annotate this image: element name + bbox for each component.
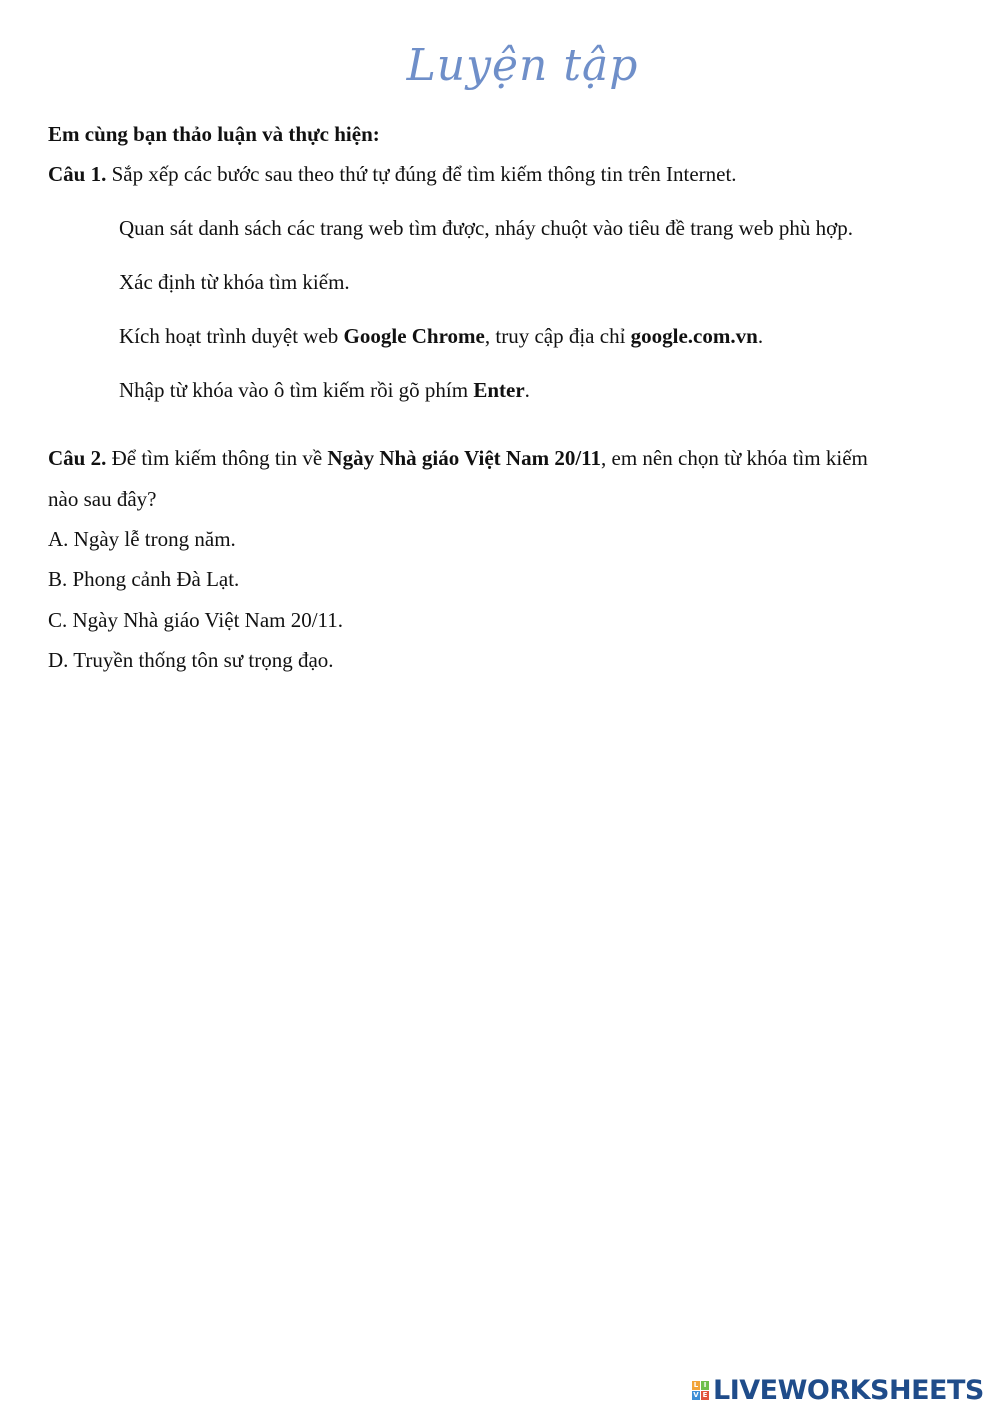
option-b: B. Phong cảnh Đà Lạt. <box>48 567 240 591</box>
question-1-label: Câu 1. <box>48 162 107 186</box>
step-text: , truy cập địa chỉ <box>484 324 631 348</box>
step-item <box>119 376 530 404</box>
step-item: Quan sát danh sách các trang web tìm được, nháy chuột vào tiêu đề trang web phù hợp. <box>119 216 853 240</box>
logo-text: LIVEWORKSHEETS <box>713 1374 984 1406</box>
option-a: A. Ngày lễ trong năm. <box>48 527 236 551</box>
step-item <box>119 322 763 350</box>
step-item: Xác định từ khóa tìm kiếm. <box>119 270 350 294</box>
question-1 <box>48 160 737 188</box>
step-text: Nhập từ khóa vào ô tìm kiếm rồi gõ phím <box>119 378 474 402</box>
logo-mark-letter: V <box>693 1390 699 1399</box>
page-title: Luyện tập <box>406 40 639 91</box>
question-2 <box>48 444 868 472</box>
step-text: . <box>757 324 764 348</box>
logo-mark-letter: L <box>693 1380 699 1389</box>
question-2-label: Câu 2. <box>48 446 107 470</box>
option-d: D. Truyền thống tôn sư trọng đạo. <box>48 648 334 672</box>
logo-mark-letter: E <box>702 1390 708 1399</box>
step-bold-address: google.com.vn <box>630 324 758 348</box>
step-bold-key: Enter <box>473 378 525 402</box>
step-text: . <box>524 378 530 402</box>
intro-line <box>48 120 380 148</box>
question-1-text: Sắp xếp các bước sau theo thứ tự đúng để tìm kiếm thông tin trên Internet. <box>106 162 737 186</box>
liveworksheets-logo <box>692 1375 984 1405</box>
question-2-bold: Ngày Nhà giáo Việt Nam 20/11 <box>327 446 602 470</box>
logo-mark-letter: I <box>701 1381 709 1390</box>
intro-text: Em cùng bạn thảo luận và thực hiện: <box>48 122 380 146</box>
step-text: Kích hoạt trình duyệt web <box>119 324 344 348</box>
logo-mark-icon <box>692 1381 709 1400</box>
step-bold-browser: Google Chrome <box>343 324 485 348</box>
question-2-line-2: nào sau đây? <box>48 487 157 511</box>
question-2-text: , em nên chọn từ khóa tìm kiếm <box>601 446 868 470</box>
option-c: C. Ngày Nhà giáo Việt Nam 20/11. <box>48 608 344 632</box>
question-2-text: Để tìm kiếm thông tin về <box>106 446 328 470</box>
